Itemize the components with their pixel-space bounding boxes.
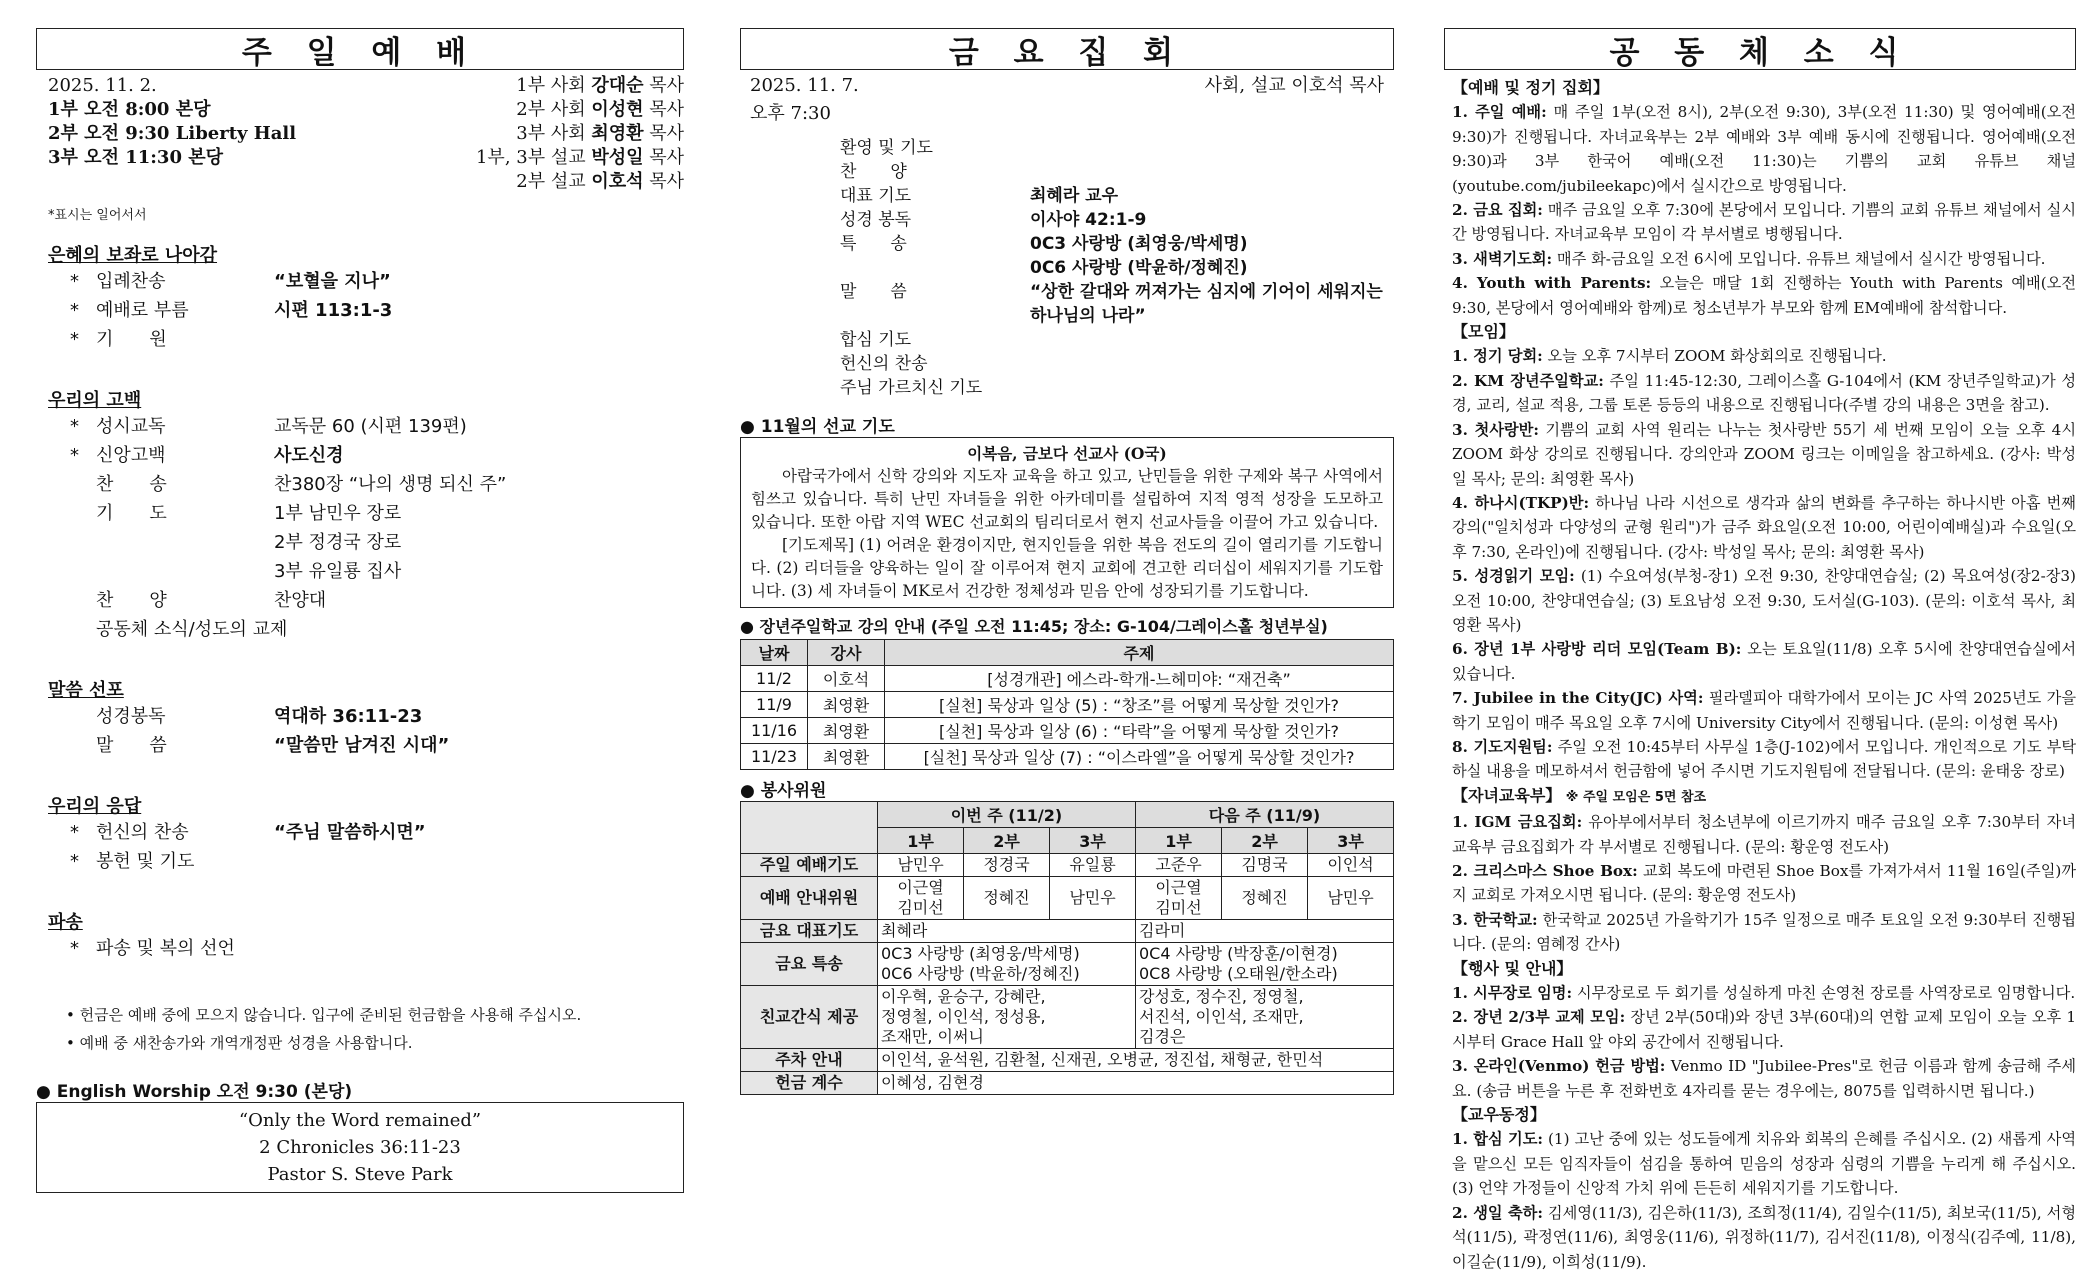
order-value: “보혈을 지나” xyxy=(274,271,391,292)
volunteer-cell: 고준우 xyxy=(1136,854,1222,877)
news-item-text: 교회 복도에 마련된 Shoe Box를 가져가셔서 11월 16일(주일)까지 교회로 가져오시면 됩니다. (문의: 황운영 전도사) xyxy=(1452,862,2076,905)
english-heading-text: English Worship 오전 9:30 (본당) xyxy=(56,1082,353,1102)
leader-title: 목사 xyxy=(643,171,684,192)
news-item-title: 4. Youth with Parents: xyxy=(1452,274,1652,293)
friday-order-item xyxy=(740,160,1394,184)
volunteer-row xyxy=(741,877,1394,920)
leader-line xyxy=(476,146,684,170)
order-name: 찬 양 xyxy=(840,162,907,182)
news-item xyxy=(1452,198,2076,247)
service-time: 1부 오전 8:00 본당 xyxy=(48,99,211,120)
stand-mark: * xyxy=(70,271,79,292)
volunteer-label: 금요 대표기도 xyxy=(741,920,878,943)
news-item-title: 2. 크리스마스 Shoe Box: xyxy=(1452,862,1638,880)
order-name: 공동체 소식/성도의 교제 xyxy=(96,619,288,640)
friday-order-item xyxy=(740,208,1394,232)
order-item xyxy=(48,586,684,615)
news-section-heading: 【행사 및 안내】 xyxy=(1452,958,1573,978)
order-value: “주님 말씀하시면” xyxy=(274,822,426,843)
volunteer-cell: 김명국 xyxy=(1222,854,1308,877)
stand-mark: * xyxy=(70,445,79,466)
order-value: 찬양대 xyxy=(274,590,327,611)
volunteer-row xyxy=(741,1072,1394,1095)
news-item-text: 시무장로로 두 회기를 성실하게 마친 손영천 장로를 사역장로로 임명합니다. xyxy=(1572,984,2076,1003)
stand-mark: * xyxy=(70,329,79,350)
sunday-header xyxy=(36,74,684,194)
volunteer-row xyxy=(741,986,1394,1049)
news-item-title: 1. 정기 당회: xyxy=(1452,347,1543,366)
volunteer-week-row xyxy=(741,802,1394,828)
news-item-title: 2. 금요 집회: xyxy=(1452,201,1543,220)
news-item-title: 2. KM 장년주일학교: xyxy=(1452,371,1604,390)
volunteer-label: 금요 특송 xyxy=(741,943,878,986)
order-item xyxy=(48,412,684,441)
order-name: 찬 양 xyxy=(96,590,167,611)
sunday-title: 주 일 예 배 xyxy=(36,28,684,70)
english-worship-box xyxy=(36,1102,684,1193)
leader-line xyxy=(476,74,684,98)
news-section-note: ※ 주일 모임은 5면 참조 xyxy=(1561,789,1707,805)
news-item-title: 8. 기도지원팀: xyxy=(1452,737,1553,756)
section-heading: 말씀 선포 xyxy=(48,680,124,701)
order-item xyxy=(48,557,684,586)
stand-mark: * xyxy=(70,938,79,959)
volunteer-cell: 0C3 사랑방 (최영웅/박세명) 0C6 사랑방 (박윤하/정혜진) xyxy=(878,943,1136,986)
order-name: 봉헌 및 기도 xyxy=(96,851,195,872)
friday-order-item xyxy=(740,280,1394,328)
leader-title: 목사 xyxy=(643,75,684,96)
news-item-title: 2. 생일 축하: xyxy=(1452,1203,1543,1222)
order-value: 1부 남민우 장로 xyxy=(274,503,402,524)
leader-name: 이성현 xyxy=(591,99,644,120)
stand-mark xyxy=(48,557,96,586)
volunteer-cell: 이근열 김미선 xyxy=(878,877,964,920)
volunteer-cell: 정혜진 xyxy=(964,877,1050,920)
news-item-title: 3. 첫사랑반: xyxy=(1452,420,1539,439)
table-cell: 최영환 xyxy=(808,692,885,718)
mission-heading: ● 11월의 선교 기도 xyxy=(740,417,895,437)
stand-mark: * xyxy=(70,851,79,872)
volunteer-row xyxy=(741,1049,1394,1072)
order-item xyxy=(48,731,684,760)
order-value: “말씀만 남겨진 시대” xyxy=(274,735,450,756)
spacer xyxy=(48,354,684,368)
order-value xyxy=(235,934,684,963)
news-section-heading: 【예배 및 정기 집회】 xyxy=(1452,78,1609,97)
news-item-text: 주일 오전 10:45부터 사무실 1층(J-102)에서 모입니다. 개인적으로 기도 부탁하실 내용을 메모하셔서 헌금함에 넣어 주시면 기도지원팀에 전달됩니다. (문의: 윤태웅 장로) xyxy=(1452,737,2077,781)
news-item-text: 유아부에서부터 청소년부에 이르기까지 매주 금요일 오후 7:30부터 자녀교육부 금요집회가 각 부서별로 진행됩니다. (문의: 황운영 전도사) xyxy=(1452,813,2076,856)
news-item-text: 장년 2부(50대)와 장년 3부(60대)의 연합 교제 모임이 오늘 오후 1시부터 Grace Hall 앞 야외 공간에서 진행됩니다. xyxy=(1452,1008,2076,1051)
order-value: 사도신경 xyxy=(274,445,344,466)
news-section-heading: 【모임】 xyxy=(1452,322,1515,342)
stand-mark xyxy=(48,499,96,528)
table-cell: 11/23 xyxy=(741,744,808,770)
order-name: 헌신의 찬송 xyxy=(840,354,928,374)
table-cell: [성경개관] 에스라-학개-느헤미야: “재건축” xyxy=(885,666,1394,692)
volunteer-cell: 이인석 xyxy=(1308,854,1394,877)
news-section-heading: 【자녀교육부】 ※ 주일 모임은 5면 참조 xyxy=(1452,785,1707,805)
volunteer-cell: 이혜성, 김현경 xyxy=(878,1072,1394,1095)
order-name xyxy=(740,256,1030,280)
news-item-title: 2. 장년 2/3부 교제 모임: xyxy=(1452,1008,1626,1027)
friday-order-item xyxy=(740,136,1394,160)
order-name: 입례찬송 xyxy=(96,271,166,292)
news-item xyxy=(1452,810,2076,859)
news-item xyxy=(1452,1201,2076,1274)
volunteer-label: 친교간식 제공 xyxy=(741,986,878,1049)
friday-order-item xyxy=(740,352,1394,376)
volunteer-cell: 정혜진 xyxy=(1222,877,1308,920)
leader-name: 이호석 xyxy=(591,171,644,192)
order-value: 시편 113:1-3 xyxy=(274,300,393,321)
stand-mark xyxy=(48,702,96,731)
news-item-title: 4. 하나시(TKP)반: xyxy=(1452,493,1590,512)
order-name: 말 씀 xyxy=(96,735,167,756)
volunteer-cell: 정경국 xyxy=(964,854,1050,877)
leader-name: 박성일 xyxy=(591,147,644,168)
volunteer-heading: ● 봉사위원 xyxy=(740,781,827,801)
volunteer-row xyxy=(741,920,1394,943)
volunteer-cell: 이근열 김미선 xyxy=(1136,877,1222,920)
news-item-title: 3. 새벽기도회: xyxy=(1452,249,1553,268)
news-item xyxy=(1452,1127,2076,1200)
volunteer-cell: 이우혁, 윤승구, 강혜란, 정영철, 이인석, 정성용, 조재만, 이써니 xyxy=(878,986,1136,1049)
volunteer-cell: 남민우 xyxy=(1050,877,1136,920)
friday-order xyxy=(740,136,1394,400)
news-item xyxy=(1452,859,2076,908)
section-heading: 우리의 고백 xyxy=(48,390,142,411)
news-item xyxy=(1452,686,2076,735)
news-item-title: 1. 주일 예배: xyxy=(1452,103,1547,122)
order-name: 예배로 부름 xyxy=(96,300,189,321)
table-cell: [실천] 묵상과 일상 (6) : “타락”을 어떻게 묵상할 것인가? xyxy=(885,718,1394,744)
order-value xyxy=(1030,328,1394,352)
stand-mark xyxy=(48,528,96,557)
volunteer-cell: 유일룡 xyxy=(1050,854,1136,877)
news-item-text: 매주 금요일 오후 7:30에 본당에서 모입니다. 기쁨의 교회 유튜브 채널에서 실시간 방영됩니다. 자녀교육부 모임이 각 부서별로 병행됩니다. xyxy=(1452,201,2076,244)
leader-name: 강대순 xyxy=(591,75,644,96)
order-value xyxy=(274,325,684,354)
order-value xyxy=(1030,136,1394,160)
friday-order-item xyxy=(740,376,1394,400)
news-item xyxy=(1452,1005,2076,1054)
leader-list xyxy=(476,74,684,194)
spacer xyxy=(48,760,684,774)
order-item xyxy=(48,528,684,557)
order-item xyxy=(48,615,684,644)
leader-role: 1부 사회 xyxy=(516,75,592,96)
news-item xyxy=(1452,271,2076,320)
news-section-heading: 【교우동정】 xyxy=(1452,1105,1546,1125)
order-name: 기 원 xyxy=(96,329,167,350)
friday-time: 오후 7:30 xyxy=(750,103,831,124)
friday-header xyxy=(740,74,1394,126)
table-cell: [실천] 묵상과 일상 (7) : “이스라엘”을 어떻게 묵상할 것인가? xyxy=(885,744,1394,770)
volunteer-cell: 김라미 xyxy=(1136,920,1394,943)
service-header: 3부 xyxy=(1050,828,1136,854)
section-heading: 우리의 응답 xyxy=(48,796,142,817)
order-name: 합심 기도 xyxy=(840,330,912,350)
news-item xyxy=(1452,564,2076,637)
service-header: 3부 xyxy=(1308,828,1394,854)
service-time: 2부 오전 9:30 Liberty Hall xyxy=(48,123,297,144)
order-item xyxy=(48,470,684,499)
leader-line xyxy=(476,122,684,146)
this-week-header: 이번 주 (11/2) xyxy=(878,802,1136,828)
news-item-text: 한국학교 2025년 가을학기가 15주 일정으로 매주 토요일 오전 9:30부터 진행됩니다. (문의: 염혜정 간사) xyxy=(1452,910,2076,954)
news-item-text: 오는 토요일(11/8) 오후 5시에 찬양대연습실에서 있습니다. xyxy=(1452,640,2076,683)
order-value: 2부 정경국 장로 xyxy=(274,532,402,553)
news-item xyxy=(1452,981,2076,1005)
news-item-text: 하나님 나라 시선으로 생각과 삶의 변화를 추구하는 하나시반 아홉 번째 강의("일치성과 다양성의 균형 원리")가 금주 화요일(오전 10:00, 어린이예배실)과 수요일(오후 7:30, 온라인)에 진행됩니다. (강사: 박성일 목사; 문의: 최영환 목사) xyxy=(1452,493,2076,561)
mission-paragraph-2: [기도제목] (1) 어려운 환경이지만, 현지인들을 위한 복음 전도의 길이 열리기를 기도합니다. (2) 리더들을 양육하는 일이 잘 이루어져 현지 교회에 견고한 리더십이 세워지기를 기도합니다. (3) 세 자녀들이 MK로서 건강한 정체성과 믿음 안에 성장되기를 기도합니다. xyxy=(751,536,1383,600)
volunteer-label: 주일 예배기도 xyxy=(741,854,878,877)
order-value xyxy=(1030,376,1394,400)
friday-date: 2025. 11. 7. xyxy=(750,75,859,96)
friday-column xyxy=(740,28,1394,1095)
spacer xyxy=(48,876,684,890)
friday-order-item xyxy=(740,232,1394,256)
order-item xyxy=(48,847,684,876)
order-value: 교독문 60 (시편 139편) xyxy=(274,416,467,437)
worship-order xyxy=(36,241,684,977)
order-name: 주님 가르치신 기도 xyxy=(840,378,983,398)
leader-name: 최영환 xyxy=(591,123,644,144)
news-item xyxy=(1452,1054,2076,1103)
order-name xyxy=(96,557,274,586)
order-name: 환영 및 기도 xyxy=(840,138,933,158)
table-cell: 이호석 xyxy=(808,666,885,692)
note-item: • 헌금은 예배 중에 모으지 않습니다. 입구에 준비된 헌금함을 사용해 주십시오. xyxy=(66,1006,582,1024)
table-cell: 최영환 xyxy=(808,718,885,744)
volunteer-table xyxy=(740,801,1394,1095)
section-heading: 파송 xyxy=(48,912,83,933)
news-item-title: 3. 온라인(Venmo) 헌금 방법: xyxy=(1452,1057,1666,1076)
volunteer-cell: 최혜라 xyxy=(878,920,1136,943)
order-value: 역대하 36:11-23 xyxy=(274,706,423,727)
volunteer-cell: 이인석, 윤석원, 김환철, 신재권, 오병균, 정진섭, 채형균, 한민석 xyxy=(878,1049,1394,1072)
spacer xyxy=(48,963,684,977)
order-name: 말 씀 xyxy=(840,282,907,302)
spacer xyxy=(48,644,684,658)
order-item xyxy=(48,441,684,470)
order-value xyxy=(1030,352,1394,376)
volunteer-cell: 0C4 사랑방 (박장훈/이현경) 0C8 사랑방 (오태원/한소라) xyxy=(1136,943,1394,986)
news-column xyxy=(1444,28,2076,1274)
table-row xyxy=(741,666,1394,692)
stand-mark xyxy=(48,731,96,760)
order-name: 파송 및 복의 선언 xyxy=(96,938,235,959)
table-cell: 11/9 xyxy=(741,692,808,718)
friday-title: 금 요 집 회 xyxy=(740,28,1394,70)
english-pastor: Pastor S. Steve Park xyxy=(267,1164,453,1185)
sunday-date: 2025. 11. 2. xyxy=(48,75,157,96)
mission-box xyxy=(740,437,1394,608)
leader-role: 2부 사회 xyxy=(516,99,592,120)
corner-cell xyxy=(741,802,878,854)
stand-mark: * xyxy=(70,822,79,843)
order-name: 헌신의 찬송 xyxy=(96,822,189,843)
leader-title: 목사 xyxy=(643,147,684,168)
leader-line xyxy=(476,98,684,122)
leader-role: 3부 사회 xyxy=(516,123,592,144)
news-item xyxy=(1452,735,2076,784)
order-item xyxy=(48,702,684,731)
column-header: 주제 xyxy=(885,640,1394,666)
volunteer-cell: 남민우 xyxy=(878,854,964,877)
table-cell: [실천] 묵상과 일상 (5) : “창조”를 어떻게 묵상할 것인가? xyxy=(885,692,1394,718)
order-name: 신앙고백 xyxy=(96,445,166,466)
news-item xyxy=(1452,369,2076,418)
friday-order-item xyxy=(740,256,1394,280)
mission-paragraph-1: 아랍국가에서 신학 강의와 지도자 교육을 하고 있고, 난민들을 위한 구제와 복구 사역에서 힘쓰고 있습니다. 특히 난민 자녀들을 위한 아카데미를 설립하여 지적 영적 성장을 도모하고 있습니다. 또한 아랍 지역 WEC 선교회의 팀리더로서 현지 선교사들을 이끌어 가고 있습니다. xyxy=(751,467,1383,531)
news-item xyxy=(1452,344,2076,368)
leader-role: 2부 설교 xyxy=(516,171,592,192)
table-row xyxy=(741,744,1394,770)
news-title: 공 동 체 소 식 xyxy=(1444,28,2076,70)
volunteer-label: 주차 안내 xyxy=(741,1049,878,1072)
leader-title: 목사 xyxy=(643,99,684,120)
order-name: 성경 봉독 xyxy=(840,210,912,230)
news-item-text: (1) 수요여성(부청-장1) 오전 9:30, 찬양대연습실; (2) 목요여성(장2-장3) 오전 10:00, 찬양대연습실; (3) 토요남성 오전 9:30, 도서실(G-103). (문의: 이호석 목사, 최영환 목사) xyxy=(1452,567,2076,634)
order-value: 찬380장 “나의 생명 되신 주” xyxy=(274,474,507,495)
news-item-title: 1. 합심 기도: xyxy=(1452,1130,1544,1149)
news-item-title: 1. IGM 금요집회: xyxy=(1452,813,1583,832)
news-item-text: 오늘은 매달 1회 진행하는 Youth with Parents 예배(오전 9:30, 본당에서 영어예배와 함께)로 청소년부가 부모와 함께 EM예배에 참석합니다. xyxy=(1452,274,2076,317)
table-row xyxy=(741,692,1394,718)
service-header: 2부 xyxy=(964,828,1050,854)
news-item-title: 3. 한국학교: xyxy=(1452,910,1538,929)
news-content xyxy=(1444,76,2076,1274)
volunteer-cell: 강성호, 정수진, 정영철, 서진석, 이인석, 조재만, 김경은 xyxy=(1136,986,1394,1049)
news-item-text: 매 주일 1부(오전 8시), 2부(오전 9:30), 3부(오전 11:30) 및 영어예배(오전 9:30)가 진행됩니다. 자녀교육부는 2부 예배와 3부 예배 동시에 진행됩니다. 영어예배(오전 9:30)과 3부 한국어 예배(오전 11:30)는 기쁨의 교회 유튜브 채널(youtube.com/jubileekapc)에서 실시간으로 방영됩니다. xyxy=(1452,103,2076,195)
news-item-text: 매주 화-금요일 오전 6시에 모입니다. 유튜브 채널에서 실시간 방영됩니다. xyxy=(1552,249,2046,268)
stand-mark xyxy=(48,615,96,644)
news-item-text: 오늘 오후 7시부터 ZOOM 화상회의로 진행됩니다. xyxy=(1542,347,1887,366)
volunteer-row xyxy=(741,943,1394,986)
volunteer-label: 예배 안내위원 xyxy=(741,877,878,920)
volunteer-label: 헌금 계수 xyxy=(741,1072,878,1095)
order-value: 0C3 사랑방 (최영웅/박세명) xyxy=(1030,234,1248,254)
friday-leader: 사회, 설교 이호석 목사 xyxy=(1204,75,1384,96)
news-item-text: 필라델피아 대학가에서 모이는 JC 사역 2025년도 가을학기 모임이 매주 목요일 오후 7시에 University City에서 진행됩니다. (문의: 이성현 목사) xyxy=(1452,689,2076,732)
news-item xyxy=(1452,637,2076,686)
stand-mark xyxy=(48,470,96,499)
service-time: 3부 오전 11:30 본당 xyxy=(48,147,224,168)
order-value: “상한 갈대와 꺼져가는 심지에 기어이 세워지는 하나님의 나라” xyxy=(1030,282,1383,326)
service-header: 1부 xyxy=(1136,828,1222,854)
news-item-text: 김세영(11/3), 김은하(11/3), 조희정(11/4), 김일수(11/5), 최보국(11/5), 서형석(11/5), 곽정연(11/6), 최영웅(11/6), 위정하(11/7), 김서진(11/8), 이정식(김주예, 11/8), 이길순(11/9), 이희성(11/9). xyxy=(1452,1203,2076,1271)
news-item xyxy=(1452,908,2076,957)
friday-order-item xyxy=(740,184,1394,208)
sunday-worship-column xyxy=(36,28,684,1193)
column-header: 강사 xyxy=(808,640,885,666)
next-week-header: 다음 주 (11/9) xyxy=(1136,802,1394,828)
service-header: 1부 xyxy=(878,828,964,854)
news-item-text: (1) 고난 중에 있는 성도들에게 치유와 회복의 은혜를 주십시오. (2) 새롭게 사역을 맡으신 모든 임직자들이 섬김을 통하여 믿음의 성장과 심령의 기쁨을 누리게 해 주십시오. (3) 언약 가정들이 신앙적 가치 위에 든든히 세워지기를 기도합니다. xyxy=(1452,1130,2076,1198)
leader-line xyxy=(476,170,684,194)
service-header: 2부 xyxy=(1222,828,1308,854)
order-value xyxy=(1030,160,1394,184)
order-value: 최혜라 교우 xyxy=(1030,186,1119,206)
service-times xyxy=(48,98,296,170)
stand-mark: * xyxy=(70,416,79,437)
stand-mark xyxy=(48,586,96,615)
stand-mark: * xyxy=(70,300,79,321)
school-table xyxy=(740,639,1394,770)
friday-order-item xyxy=(740,328,1394,352)
order-name: 특 송 xyxy=(840,234,907,254)
order-value: 0C6 사랑방 (박윤하/정혜진) xyxy=(1030,258,1248,278)
order-name: 대표 기도 xyxy=(840,186,912,206)
order-value xyxy=(287,615,684,644)
order-value xyxy=(274,847,684,876)
school-heading: ● 장년주일학교 강의 안내 (주일 오전 11:45; 장소: G-104/그레이스홀 청년부실) xyxy=(740,617,1328,636)
section-heading: 은혜의 보좌로 나아감 xyxy=(48,245,218,266)
notes-list xyxy=(36,1001,684,1057)
volunteer-cell: 남민우 xyxy=(1308,877,1394,920)
table-row xyxy=(741,718,1394,744)
mission-name: 이복음, 금보다 선교사 (O국) xyxy=(967,444,1167,463)
stand-note: *표시는 일어서서 xyxy=(48,208,147,223)
note-item: • 예배 중 새찬송가와 개역개정판 성경을 사용합니다. xyxy=(66,1034,413,1052)
table-cell: 최영환 xyxy=(808,744,885,770)
order-value: 이사야 42:1-9 xyxy=(1030,210,1147,230)
leader-role: 1부, 3부 설교 xyxy=(475,147,592,168)
news-item-title: 6. 장년 1부 사랑방 리더 모임(Team B): xyxy=(1452,640,1742,659)
news-item-title: 1. 시무장로 임명: xyxy=(1452,984,1573,1003)
order-name: 성경봉독 xyxy=(96,706,166,727)
order-name: 찬 송 xyxy=(96,474,167,495)
news-item-text: Venmo ID "Jubilee-Pres"로 헌금 이름과 함께 송금해 주세요. (송금 버튼을 누른 후 전화번호 4자리를 묻는 경우에는, 8075를 입력하시면 됩니다.) xyxy=(1452,1057,2077,1100)
order-item xyxy=(48,325,684,354)
english-worship-heading: ● English Worship 오전 9:30 (본당) xyxy=(36,1082,353,1102)
order-name: 기 도 xyxy=(96,503,167,524)
order-item xyxy=(48,296,684,325)
news-item xyxy=(1452,418,2076,491)
news-item-text: 주일 11:45-12:30, 그레이스홀 G-104에서 (KM 장년주일학교)가 성경, 교리, 설교 적용, 그룹 토론 등등의 내용으로 진행됩니다(주별 강의 내용은 3면을 참고). xyxy=(1452,371,2076,415)
table-cell: 11/16 xyxy=(741,718,808,744)
order-name: 성시교독 xyxy=(96,416,166,437)
news-item-title: 7. Jubilee in the City(JC) 사역: xyxy=(1452,689,1704,708)
news-item-title: 5. 성경읽기 모임: xyxy=(1452,567,1575,586)
news-item xyxy=(1452,247,2076,271)
english-scripture: 2 Chronicles 36:11-23 xyxy=(259,1137,461,1158)
order-value: 3부 유일룡 집사 xyxy=(274,561,402,582)
order-name xyxy=(96,528,274,557)
order-item xyxy=(48,818,684,847)
order-item xyxy=(48,267,684,296)
column-header: 날짜 xyxy=(741,640,808,666)
table-cell: 11/2 xyxy=(741,666,808,692)
news-item xyxy=(1452,100,2076,198)
english-sermon-title: “Only the Word remained” xyxy=(238,1110,482,1131)
volunteer-row xyxy=(741,854,1394,877)
order-item xyxy=(48,934,684,963)
news-item-text: 기쁨의 교회 사역 원리는 나누는 첫사랑반 55기 세 번째 모임이 오늘 오후 4시 ZOOM 화상 강의로 진행됩니다. 강의안과 ZOOM 링크는 이메일을 참고하세요. (강사: 박성일 목사; 문의: 최영환 목사) xyxy=(1452,420,2076,488)
leader-title: 목사 xyxy=(643,123,684,144)
order-item xyxy=(48,499,684,528)
news-item xyxy=(1452,491,2076,564)
